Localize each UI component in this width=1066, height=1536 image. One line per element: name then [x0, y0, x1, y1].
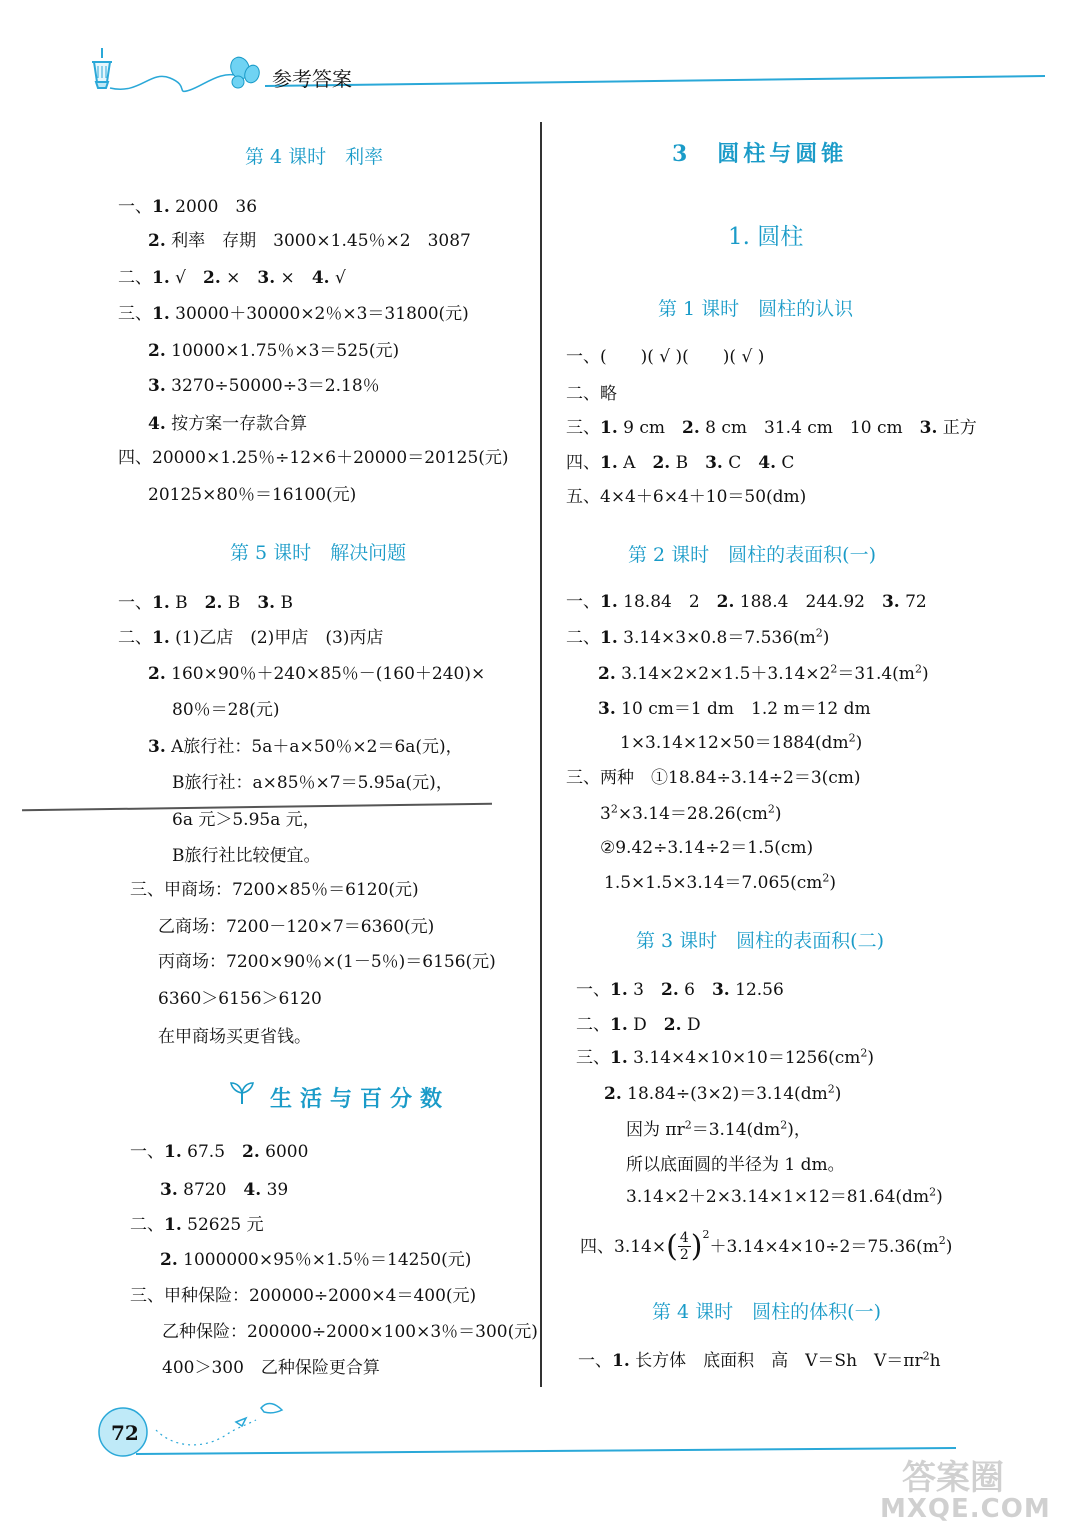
- answer-line: 三、两种 ①18.84÷3.14÷2＝3(cm): [566, 768, 861, 788]
- r-lesson3-title: 第 3 课时 圆柱的表面积(二): [636, 930, 884, 952]
- answer-line: 二、1. 52625 元: [130, 1215, 264, 1235]
- answer-line: 一、1. 67.5 2. 6000: [130, 1142, 309, 1162]
- answer-line: 3. A旅行社：5a＋a×50％×2＝6a(元)，: [148, 737, 463, 757]
- fraction: 4 2: [679, 1230, 689, 1263]
- answer-line: 因为 $\pi r^2=3.14(dm^2)$，: [626, 1118, 811, 1140]
- unit-title: 3 圆柱与圆锥: [672, 141, 848, 167]
- answer-line: 80％＝28(元): [172, 700, 280, 720]
- lesson4-title: 第 4 课时 利率: [245, 146, 384, 168]
- column-divider: [540, 122, 542, 1387]
- answer-line: 4. 按方案一存款合算: [148, 414, 308, 434]
- answer-line: 三、1. 30000＋30000×2％×3＝31800(元): [118, 304, 469, 324]
- answer-line: 四、1. A 2. B 3. C 4. C: [566, 453, 795, 473]
- answer-line: 四、20000×1.25％÷12×6＋20000＝20125(元): [118, 448, 509, 468]
- answer-line: 一、1. 18.84 2 2. 188.4 244.92 3. 72: [566, 592, 927, 612]
- answer-line: 五、4×4＋6×4＋10＝50(dm): [566, 487, 807, 507]
- answer-line: $1\times 3.14\times 12\times 50=1884(dm^2)$: [620, 731, 863, 753]
- answer-line: 一、1. 长方体 底面积 高 V＝Sh $V=\pi r^2h$: [578, 1349, 941, 1371]
- swirl-line: [110, 75, 240, 92]
- answer-line: B旅行社比较便宜。: [172, 846, 321, 866]
- watermark-url: MXQE.COM: [880, 1494, 1051, 1524]
- answer-line: 三、甲商场：7200×85％＝6120(元): [130, 880, 419, 900]
- answer-line: 三、1. 9 cm 2. 8 cm 31.4 cm 10 cm 3. 正方: [566, 418, 977, 438]
- answer-line: 所以底面圆的半径为 1 dm。: [626, 1155, 845, 1175]
- page-number: 72: [111, 1421, 139, 1445]
- answer-line: 丙商场：7200×90％×(1－5％)＝6156(元): [158, 952, 496, 972]
- answer-line: 2. 1000000×95％×1.5％＝14250(元): [160, 1250, 472, 1270]
- answer-line: 二、略: [566, 384, 617, 404]
- header-decoration: [80, 40, 1066, 110]
- answer-line: 三、1. $3.14\times 4\times 10\times 10=1256(cm^2)$: [576, 1046, 874, 1068]
- sprout-icon: [228, 1080, 256, 1106]
- life-section-title: 生活与百分数: [270, 1086, 451, 1112]
- lantern-icon: [92, 48, 112, 88]
- answer-line: $1.5\times 1.5\times 3.14=7.065(cm^2)$: [604, 871, 836, 893]
- answer-line: 一、1. 3 2. 6 3. 12.56: [576, 980, 784, 1000]
- bird-icon: [236, 1404, 282, 1426]
- answer-line: 20125×80％＝16100(元): [148, 485, 357, 505]
- answer-line: 四、3.14× ( 4 2 ) $^2$ ＋3.14×4×10÷2＝75.36(m $^2$ ): [580, 1227, 953, 1264]
- r-lesson1-title: 第 1 课时 圆柱的认识: [658, 298, 854, 320]
- answer-line: 二、1. (1)乙店 (2)甲店 (3)丙店: [118, 628, 384, 648]
- answer-line: 二、1. √ 2. × 3. × 4. √: [118, 268, 346, 288]
- answer-line: 2. $3.14\times 2\times 2\times 1.5+3.14\times 2^2=31.4(m^2)$: [598, 662, 929, 684]
- answer-line: 乙种保险：200000÷2000×100×3％＝300(元): [162, 1322, 538, 1342]
- watermark-logo: 答案圈: [902, 1458, 1004, 1498]
- answer-line: 3. 3270÷50000÷3＝2.18％: [148, 376, 380, 396]
- answer-line: 3. 10 cm＝1 dm 1.2 m＝12 dm: [598, 699, 871, 719]
- answer-line: 三、甲种保险：200000÷2000×4＝400(元): [130, 1286, 477, 1306]
- answer-line: $3.14\times 2+2\times 3.14\times 1\times 12=81.64(dm^2)$: [626, 1185, 943, 1207]
- answer-line: 2. 160×90％＋240×85％－(160＋240)×: [148, 664, 486, 684]
- answer-line: 6360＞6156＞6120: [158, 989, 322, 1009]
- answer-line: 400＞300 乙种保险更合算: [162, 1358, 380, 1378]
- answer-line: ②9.42÷3.14÷2＝1.5(cm): [600, 838, 814, 858]
- answer-line: B旅行社：a×85％×7＝5.95a(元)，: [172, 773, 453, 793]
- answer-line: 6a 元＞5.95a 元，: [172, 810, 320, 830]
- r-lesson4-title: 第 4 课时 圆柱的体积(一): [652, 1301, 881, 1323]
- answer-line: 一、1. B 2. B 3. B: [118, 593, 293, 613]
- answer-line: 2. 利率 存期 3000×1.45％×2 3087: [148, 231, 471, 251]
- r-lesson2-title: 第 2 课时 圆柱的表面积(一): [628, 544, 876, 566]
- fraction-paren: (: [666, 1228, 678, 1264]
- answer-line: 一、1. 2000 36: [118, 197, 258, 217]
- header-rule: [265, 76, 1045, 86]
- lesson5-title: 第 5 课时 解决问题: [230, 542, 407, 564]
- answer-line: 2. $18.84\div(3\times 2)=3.14(dm^2)$: [604, 1082, 842, 1104]
- answer-line: 二、1. D 2. D: [576, 1015, 701, 1035]
- butterfly-icon: [228, 55, 262, 88]
- answer-line: 二、1. $3.14\times 3\times 0.8=7.536(m^2)$: [566, 626, 830, 648]
- sub-title: 1. 圆柱: [728, 224, 804, 250]
- answer-line: 2. 10000×1.75％×3＝525(元): [148, 341, 400, 361]
- answer-line: 一、( )( √ )( )( √ ): [566, 347, 765, 367]
- answer-line: 乙商场：7200－120×7＝6360(元): [158, 917, 435, 937]
- header-title: 参考答案: [272, 67, 352, 91]
- answer-line: $3^2\times 3.14=28.26(cm^2)$: [600, 802, 782, 824]
- answer-line: 3. 8720 4. 39: [160, 1180, 289, 1200]
- answer-line: 在甲商场买更省钱。: [158, 1027, 311, 1047]
